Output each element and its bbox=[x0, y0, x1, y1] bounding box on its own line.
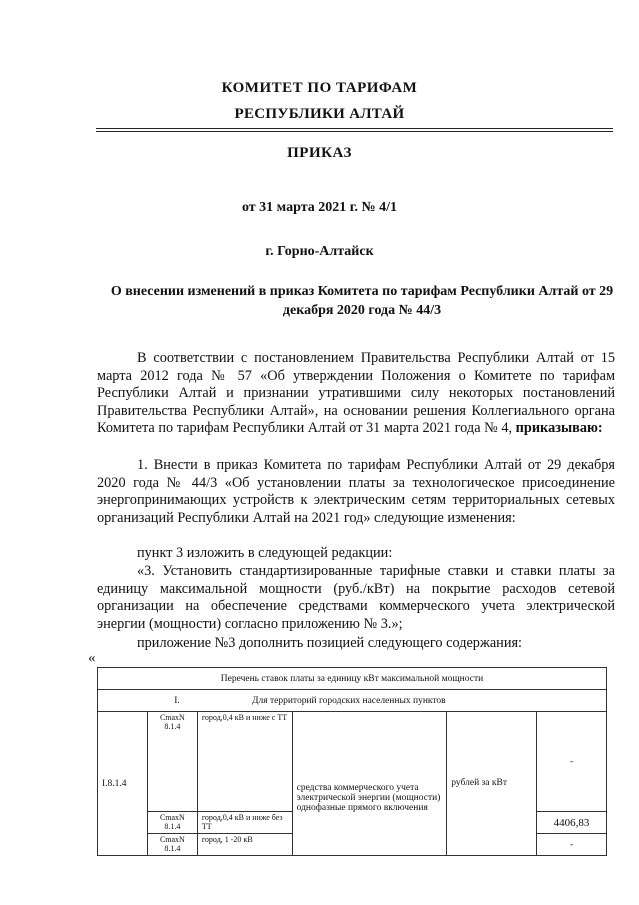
header-rule-thick bbox=[96, 131, 613, 132]
table-title: Перечень ставок платы за единицу кВт максимальной мощности bbox=[98, 668, 607, 690]
order-date-number: от 31 марта 2021 г. № 4/1 bbox=[241, 200, 398, 215]
header-rule-thin bbox=[96, 128, 613, 129]
document-type: ПРИКАЗ bbox=[287, 145, 352, 161]
order-subject: О внесении изменений в приказ Комитета по тарифам Республики Алтай от 29 декабря 2020 года № 44/3 bbox=[110, 284, 614, 318]
paragraph-item-1: 1. Внести в приказ Комитета по тарифам Республики Алтай от 29 декабря 2020 года № 44/3 «Об установлении платы за технологическое присоединение энергопринимающих устройств к электрическим сетям территориальных сетевых организаций Республики Алтай на 2021 год» следующие изменения: bbox=[97, 457, 615, 526]
tariff-value: - bbox=[537, 712, 607, 812]
org-name-line2: РЕСПУБЛИКИ АЛТАЙ bbox=[234, 106, 405, 122]
tariff-value: 4406,83 bbox=[537, 812, 607, 834]
tariff-code: CmaxN 8.1.4 bbox=[147, 712, 197, 812]
table-section-row bbox=[98, 690, 607, 712]
city: г. Горно-Алтайск bbox=[265, 244, 374, 259]
tariff-condition: город, 1 -20 кВ bbox=[197, 834, 292, 856]
tariff-code: CmaxN 8.1.4 bbox=[147, 834, 197, 856]
tariff-code: CmaxN 8.1.4 bbox=[147, 812, 197, 834]
tariff-table bbox=[97, 667, 607, 856]
tariff-condition: город,0,4 кВ и ниже с ТТ bbox=[197, 712, 292, 812]
section-number: I. bbox=[174, 695, 180, 706]
tariff-value: - bbox=[537, 834, 607, 856]
row-code: I.8.1.4 bbox=[98, 712, 148, 856]
opening-quote: « bbox=[88, 650, 96, 666]
preamble-decree-word: приказываю: bbox=[515, 420, 603, 437]
tariff-description: средства коммерческого учета электрической энергии (мощности) однофазные прямого включения bbox=[292, 712, 447, 856]
preamble-text: В соответствии с постановлением Правительства Республики Алтай от 15 марта 2012 года № 57 «Об утверждении Положения о Комитете по тарифам Республики Алтай и признании утратившими силу некоторых постановлений Правительства Республики Алтай», на основании решения Коллегиального органа Комитета по тарифам Республики Алтай от 31 марта 2021 года № 4, bbox=[97, 350, 615, 437]
paragraph-item-3-text: «3. Установить стандартизированные тарифные ставки и ставки платы за единицу максимальной мощности (руб./кВт) на покрытие расходов сетевой организации на обеспечение средствами коммерческого учета электрической энергии (мощности) согласно приложению № 3.»; bbox=[97, 563, 615, 632]
org-name-line1: КОМИТЕТ ПО ТАРИФАМ bbox=[221, 80, 418, 96]
paragraph-item-3-intro: пункт 3 изложить в следующей редакции: bbox=[137, 545, 393, 561]
tariff-unit: рублей за кВт bbox=[447, 712, 537, 856]
paragraph-preamble bbox=[97, 350, 615, 438]
section-title: Для территорий городских населенных пунктов bbox=[252, 695, 446, 706]
tariff-condition: город,0,4 кВ и ниже без ТТ bbox=[197, 812, 292, 834]
paragraph-appendix-intro: приложение №3 дополнить позицией следующего содержания: bbox=[137, 635, 523, 651]
